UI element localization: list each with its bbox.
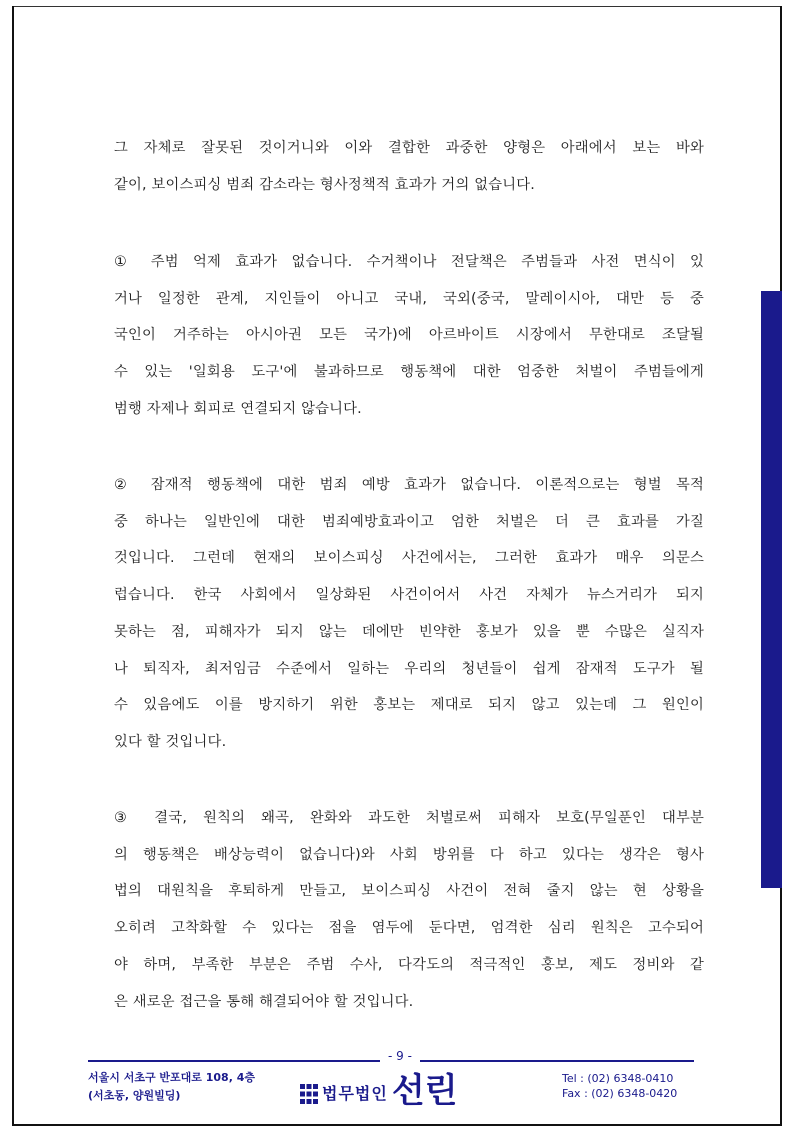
text-line: 같이, 보이스피싱 범죄 감소라는 형사정책적 효과가 거의 없습니다. — [114, 176, 535, 193]
paragraph-point-1 — [114, 244, 704, 428]
page-border-left — [12, 6, 14, 1125]
firm-logo — [300, 1062, 458, 1112]
logo-text-small: 법무법인 — [322, 1084, 388, 1103]
text-line: 못하는 점, 피해자가 되지 않는 데에만 빈약한 홍보가 있을 뿐 수많은 실직자 — [114, 623, 704, 640]
text-line: 은 새로운 접근을 통해 해결되어야 할 것입니다. — [114, 993, 414, 1010]
firm-logo-icon — [300, 1084, 318, 1104]
text-line: 거나 일정한 관계, 지인들이 아니고 국내, 국외(중국, 말레이시아, 대만 등 중 — [114, 290, 704, 307]
text-line: 수 있는 '일회용 도구'에 불과하므로 행동책에 대한 엄중한 처벌이 주범들에게 — [114, 364, 704, 381]
fax-number: Fax : (02) 6348-0420 — [562, 1087, 678, 1100]
address-line: 서울시 서초구 반포대로 108, 4층 — [88, 1071, 255, 1084]
text-line: 오히려 고착화할 수 있다는 점을 염두에 둔다면, 엄격한 심리 원칙은 고수되어 — [114, 920, 704, 937]
text-line: ② 잠재적 행동책에 대한 범죄 예방 효과가 없습니다. 이론적으로는 형벌 목적 — [114, 477, 704, 493]
text-line: 나 퇴직자, 최저임금 수준에서 일하는 우리의 청년들이 쉽게 잠재적 도구가 될 — [114, 660, 704, 677]
text-line: 있다 할 것입니다. — [114, 733, 227, 750]
side-accent-bar — [761, 291, 782, 888]
text-line: 럽습니다. 한국 사회에서 일상화된 사건이어서 사건 자체가 뉴스거리가 되지 — [114, 587, 704, 604]
footer-contact — [562, 1071, 694, 1101]
address-line: (서초동, 양원빌딩) — [88, 1089, 181, 1102]
text-line: 야 하며, 부족한 부분은 주범 수사, 다각도의 적극적인 홍보, 제도 정비와 같 — [114, 956, 704, 973]
text-line: 그 자체로 잘못된 것이거니와 이와 결합한 과중한 양형은 아래에서 보는 바와 — [114, 140, 704, 156]
page-border-bottom — [12, 1124, 782, 1126]
text-line: ③ 결국, 원칙의 왜곡, 완화와 과도한 처벌로써 피해자 보호(무일푼인 대부분 — [114, 810, 704, 826]
footer-address — [88, 1069, 255, 1105]
logo-text-big: 선린 — [391, 1071, 458, 1111]
text-line: 중 하나는 일반인에 대한 범죄예방효과이고 엄한 처벌은 더 큰 효과를 가질 — [114, 513, 704, 530]
text-line: 의 행동책은 배상능력이 없습니다)와 사회 방위를 다 하고 있다는 생각은 형사 — [114, 846, 704, 863]
page-border-top — [12, 6, 782, 7]
text-line: 국인이 거주하는 아시아권 모든 국가)에 아르바이트 시장에서 무한대로 조달될 — [114, 327, 704, 344]
paragraph-point-2 — [114, 467, 704, 761]
text-line: 수 있음에도 이를 방지하기 위한 홍보는 제대로 되지 않고 있는데 그 원인이 — [114, 697, 704, 714]
text-line: 범행 자제나 회피로 연결되지 않습니다. — [114, 400, 362, 417]
page-number: - 9 - — [380, 1049, 420, 1063]
paragraph-intro — [114, 130, 704, 203]
text-line: 법의 대원칙을 후퇴하게 만들고, 보이스피싱 사건이 전혀 줄지 않는 현 상황을 — [114, 883, 704, 900]
text-line: 것입니다. 그런데 현재의 보이스피싱 사건에서는, 그러한 효과가 매우 의문스 — [114, 550, 704, 567]
text-line: ① 주범 억제 효과가 없습니다. 수거책이나 전달책은 주범들과 사전 면식이 있 — [114, 254, 704, 270]
tel-number: Tel : (02) 6348-0410 — [562, 1072, 674, 1085]
paragraph-point-3 — [114, 800, 704, 1020]
